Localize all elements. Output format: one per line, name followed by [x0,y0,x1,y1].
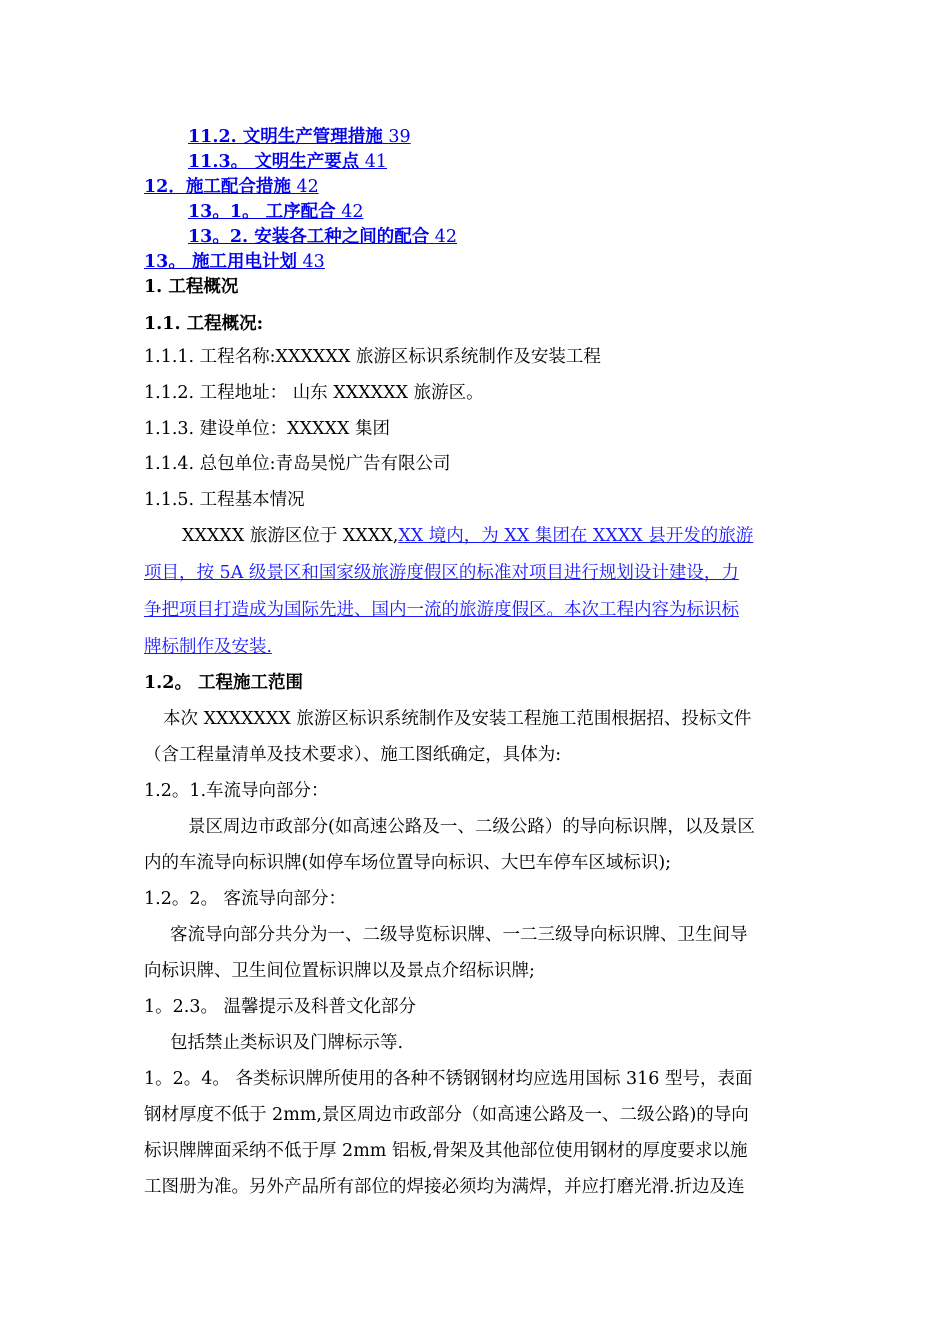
paragraph-line: 标识牌牌面采纳不低于厚 2mm 铝板,骨架及其他部位使用钢材的厚度要求以施 [144,1141,748,1161]
paragraph-line: 钢材厚度不低于 2mm,景区周边市政部分（如高速公路及一、二级公路)的导向 [144,1105,749,1125]
toc-entry[interactable] [144,175,319,199]
paragraph-line: 包括禁止类标识及门牌标示等. [170,1033,404,1053]
project-address-line: 1.1.2. 工程地址： 山东 XXXXXX 旅游区。 [144,383,484,403]
toc-entry[interactable] [144,250,325,274]
toc-link[interactable]: 13。2. 安装各工种之间的配合 42 [188,227,458,247]
toc-link[interactable]: 12．施工配合措施 42 [144,177,319,197]
project-name-line: 1.1.1. 工程名称:XXXXXX 旅游区标识系统制作及安装工程 [144,347,601,367]
hyperlink-text[interactable]: 牌标制作及安装. [144,637,273,657]
basic-info-heading: 1.1.5. 工程基本情况 [144,490,305,510]
subsection-heading: 1.1. 工程概况: [144,314,264,334]
toc-link[interactable]: 13。1。 工序配合 42 [188,202,364,222]
toc-link[interactable]: 11.2. 文明生产管理措施 39 [188,127,411,147]
hyperlink-text[interactable]: 争把项目打造成为国际先进、国内一流的旅游度假区。本次工程内容为标识标 [144,600,739,620]
toc-link[interactable]: 13。 施工用电计划 43 [144,252,325,272]
toc-entry[interactable] [188,125,411,149]
toc-link[interactable]: 11.3。 文明生产要点 41 [188,152,388,172]
subsection-heading: 1.2。 工程施工范围 [144,673,304,693]
paragraph-line: （含工程量清单及技术要求）、施工图纸确定，具体为: [144,745,562,765]
hyperlink-text[interactable]: 项目，按 5A 级景区和国家级旅游度假区的标准对项目进行规划设计建设，力 [144,563,739,583]
paragraph-line: 本次 XXXXXXX 旅游区标识系统制作及安装工程施工范围根据招、投标文件 [163,709,752,729]
section-heading: 1. 工程概况 [144,277,239,297]
paragraph-line: 内的车流导向标识牌(如停车场位置导向标识、大巴车停车区域标识); [144,853,672,873]
paragraph-line: 1。2。4。 各类标识牌所使用的各种不锈钢钢材均应选用国标 316 型号，表面 [144,1069,753,1089]
paragraph-line: 工图册为准。另外产品所有部位的焊接必须均为满焊，并应打磨光滑.折边及连 [144,1177,745,1197]
paragraph-line: 客流导向部分共分为一、二级导览标识牌、一二三级导向标识牌、卫生间导 [170,925,748,945]
paragraph-line: 景区周边市政部分(如高速公路及一、二级公路）的导向标识牌，以及景区 [188,817,755,837]
contractor-line: 1.1.4. 总包单位:青岛昊悦广告有限公司 [144,454,451,474]
subitem-heading: 1。2.3。 温馨提示及科普文化部分 [144,997,417,1017]
paragraph-text: XXXXX 旅游区位于 XXXX, [182,526,399,546]
toc-entry[interactable] [188,225,457,249]
hyperlink-text[interactable]: XX 境内，为 XX 集团在 XXXX 县开发的旅游 [398,526,754,546]
paragraph-line: 向标识牌、卫生间位置标识牌以及景点介绍标识牌; [144,961,535,981]
subitem-heading: 1.2。2。 客流导向部分： [144,889,347,909]
toc-entry[interactable] [188,200,363,224]
paragraph-line [182,524,753,548]
construction-unit-line: 1.1.3. 建设单位：XXXXX 集团 [144,419,391,439]
subitem-heading: 1.2。1.车流导向部分： [144,781,329,801]
toc-entry[interactable] [188,150,387,174]
